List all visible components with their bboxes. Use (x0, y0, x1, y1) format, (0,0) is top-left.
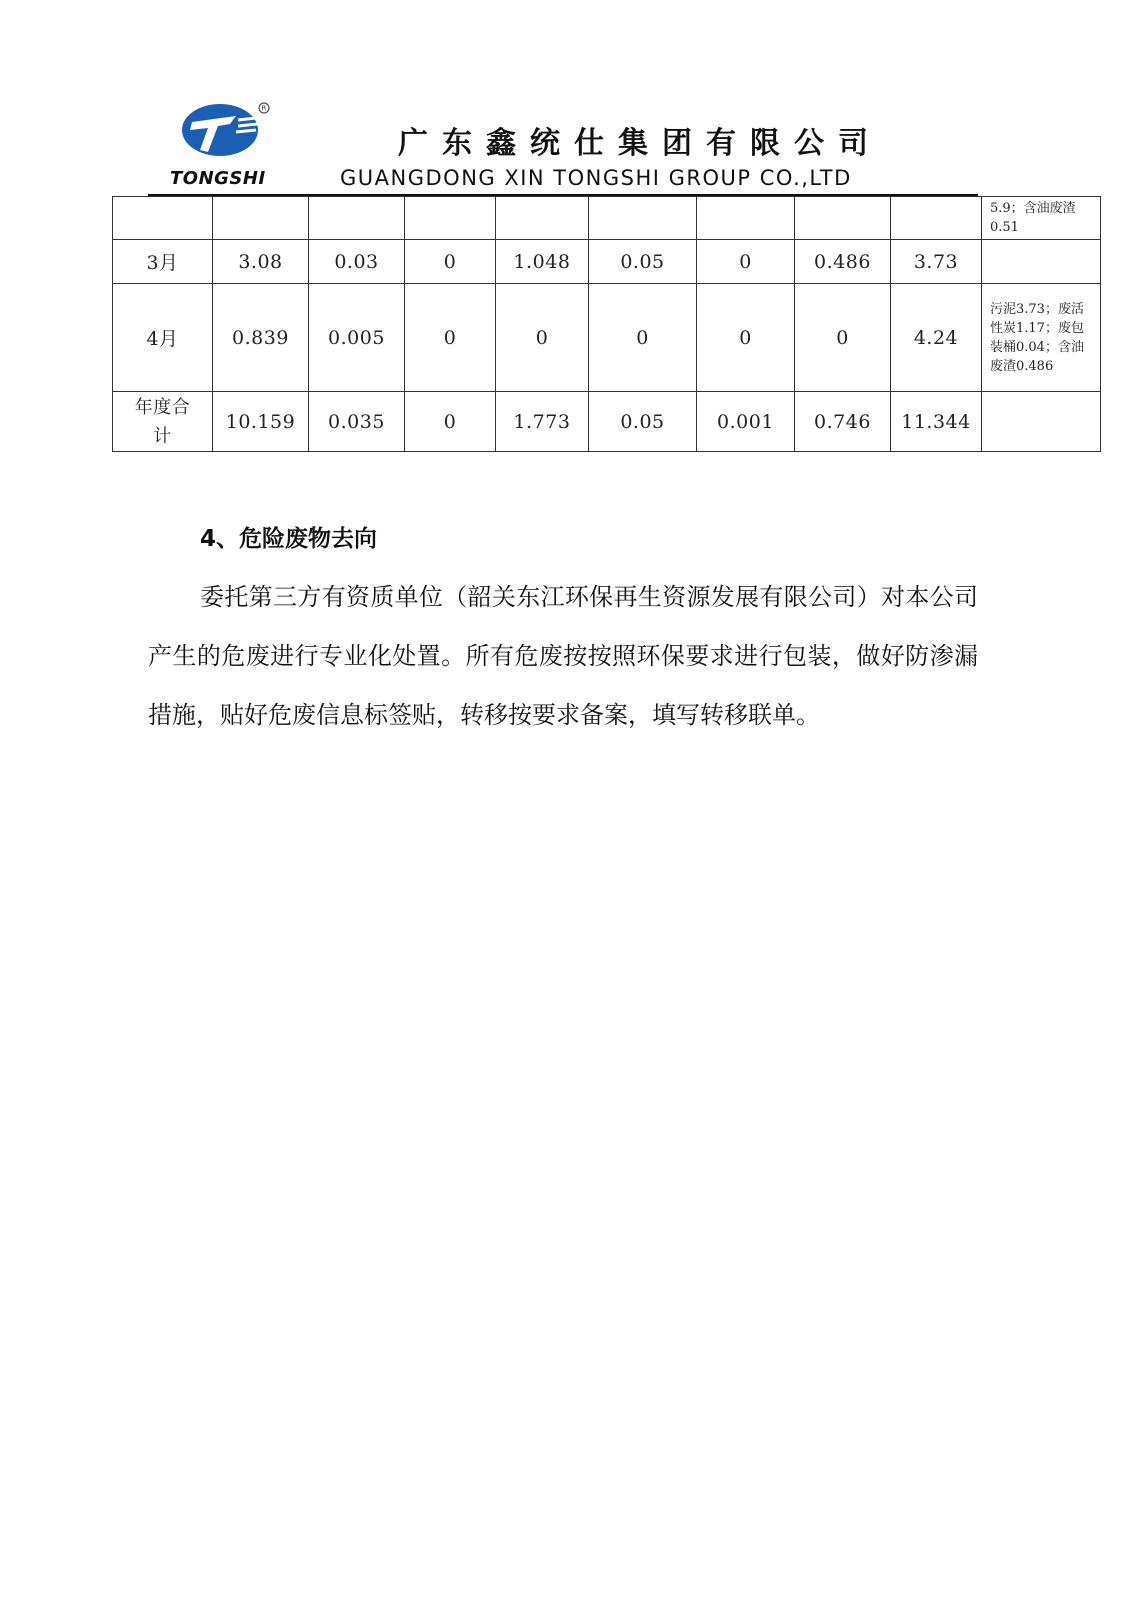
table-cell: 0.05 (589, 240, 697, 284)
table-cell: 0 (405, 284, 496, 392)
row-label: 4月 (113, 284, 213, 392)
row-label-total: 年度合计 (113, 392, 213, 452)
table-row (113, 392, 1101, 452)
row-label (113, 197, 213, 240)
waste-table (112, 196, 1101, 452)
company-name-cn: 广东鑫统仕集团有限公司 (398, 126, 882, 161)
tongshi-logo-icon (178, 100, 278, 170)
table-cell: 0 (405, 392, 496, 452)
logo-wordmark: TONGSHI (170, 168, 266, 189)
note-cell: 污泥3.73；废活性炭1.17；废包装桶0.04；含油废渣0.486 (982, 284, 1101, 392)
table-cell: 1.773 (496, 392, 589, 452)
table-cell: 0 (589, 284, 697, 392)
table-cell: 0.746 (795, 392, 891, 452)
section-heading: 4、危险废物去向 (200, 526, 378, 552)
table-cell (589, 197, 697, 240)
company-logo (160, 100, 300, 190)
table-cell: 4.24 (891, 284, 982, 392)
table-row (113, 197, 1101, 240)
table-cell (405, 197, 496, 240)
table-cell: 0.486 (795, 240, 891, 284)
table-cell: 0.839 (213, 284, 309, 392)
table-row (113, 284, 1101, 392)
table-cell (795, 197, 891, 240)
table-cell: 10.159 (213, 392, 309, 452)
table-cell: 0 (405, 240, 496, 284)
section-paragraph: 委托第三方有资质单位（韶关东江环保再生资源发展有限公司）对本公司产生的危废进行专业化处置。所有危废按按照环保要求进行包装，做好防渗漏措施，贴好危废信息标签贴，转移按要求备案，填写转移联单。 (148, 583, 978, 729)
table-cell (891, 197, 982, 240)
table-cell: 0.001 (697, 392, 795, 452)
table-cell: 11.344 (891, 392, 982, 452)
table-cell: 3.08 (213, 240, 309, 284)
note-cell (982, 240, 1101, 284)
table-cell: 0 (496, 284, 589, 392)
table-cell: 0 (697, 240, 795, 284)
table-cell: 0.005 (309, 284, 405, 392)
table-cell (309, 197, 405, 240)
table-cell: 3.73 (891, 240, 982, 284)
svg-text:R: R (261, 104, 267, 113)
table-cell: 1.048 (496, 240, 589, 284)
row-label: 3月 (113, 240, 213, 284)
table-row (113, 240, 1101, 284)
note-cell (982, 392, 1101, 452)
table-cell (213, 197, 309, 240)
table-cell: 0.05 (589, 392, 697, 452)
note-cell: 5.9；含油废渣0.51 (982, 197, 1101, 240)
table-cell (697, 197, 795, 240)
table-cell: 0 (795, 284, 891, 392)
company-name-en: GUANGDONG XIN TONGSHI GROUP CO.,LTD (340, 166, 852, 190)
table-cell: 0.03 (309, 240, 405, 284)
table-cell: 0 (697, 284, 795, 392)
table-cell (496, 197, 589, 240)
page-header (0, 0, 1131, 200)
table-cell: 0.035 (309, 392, 405, 452)
